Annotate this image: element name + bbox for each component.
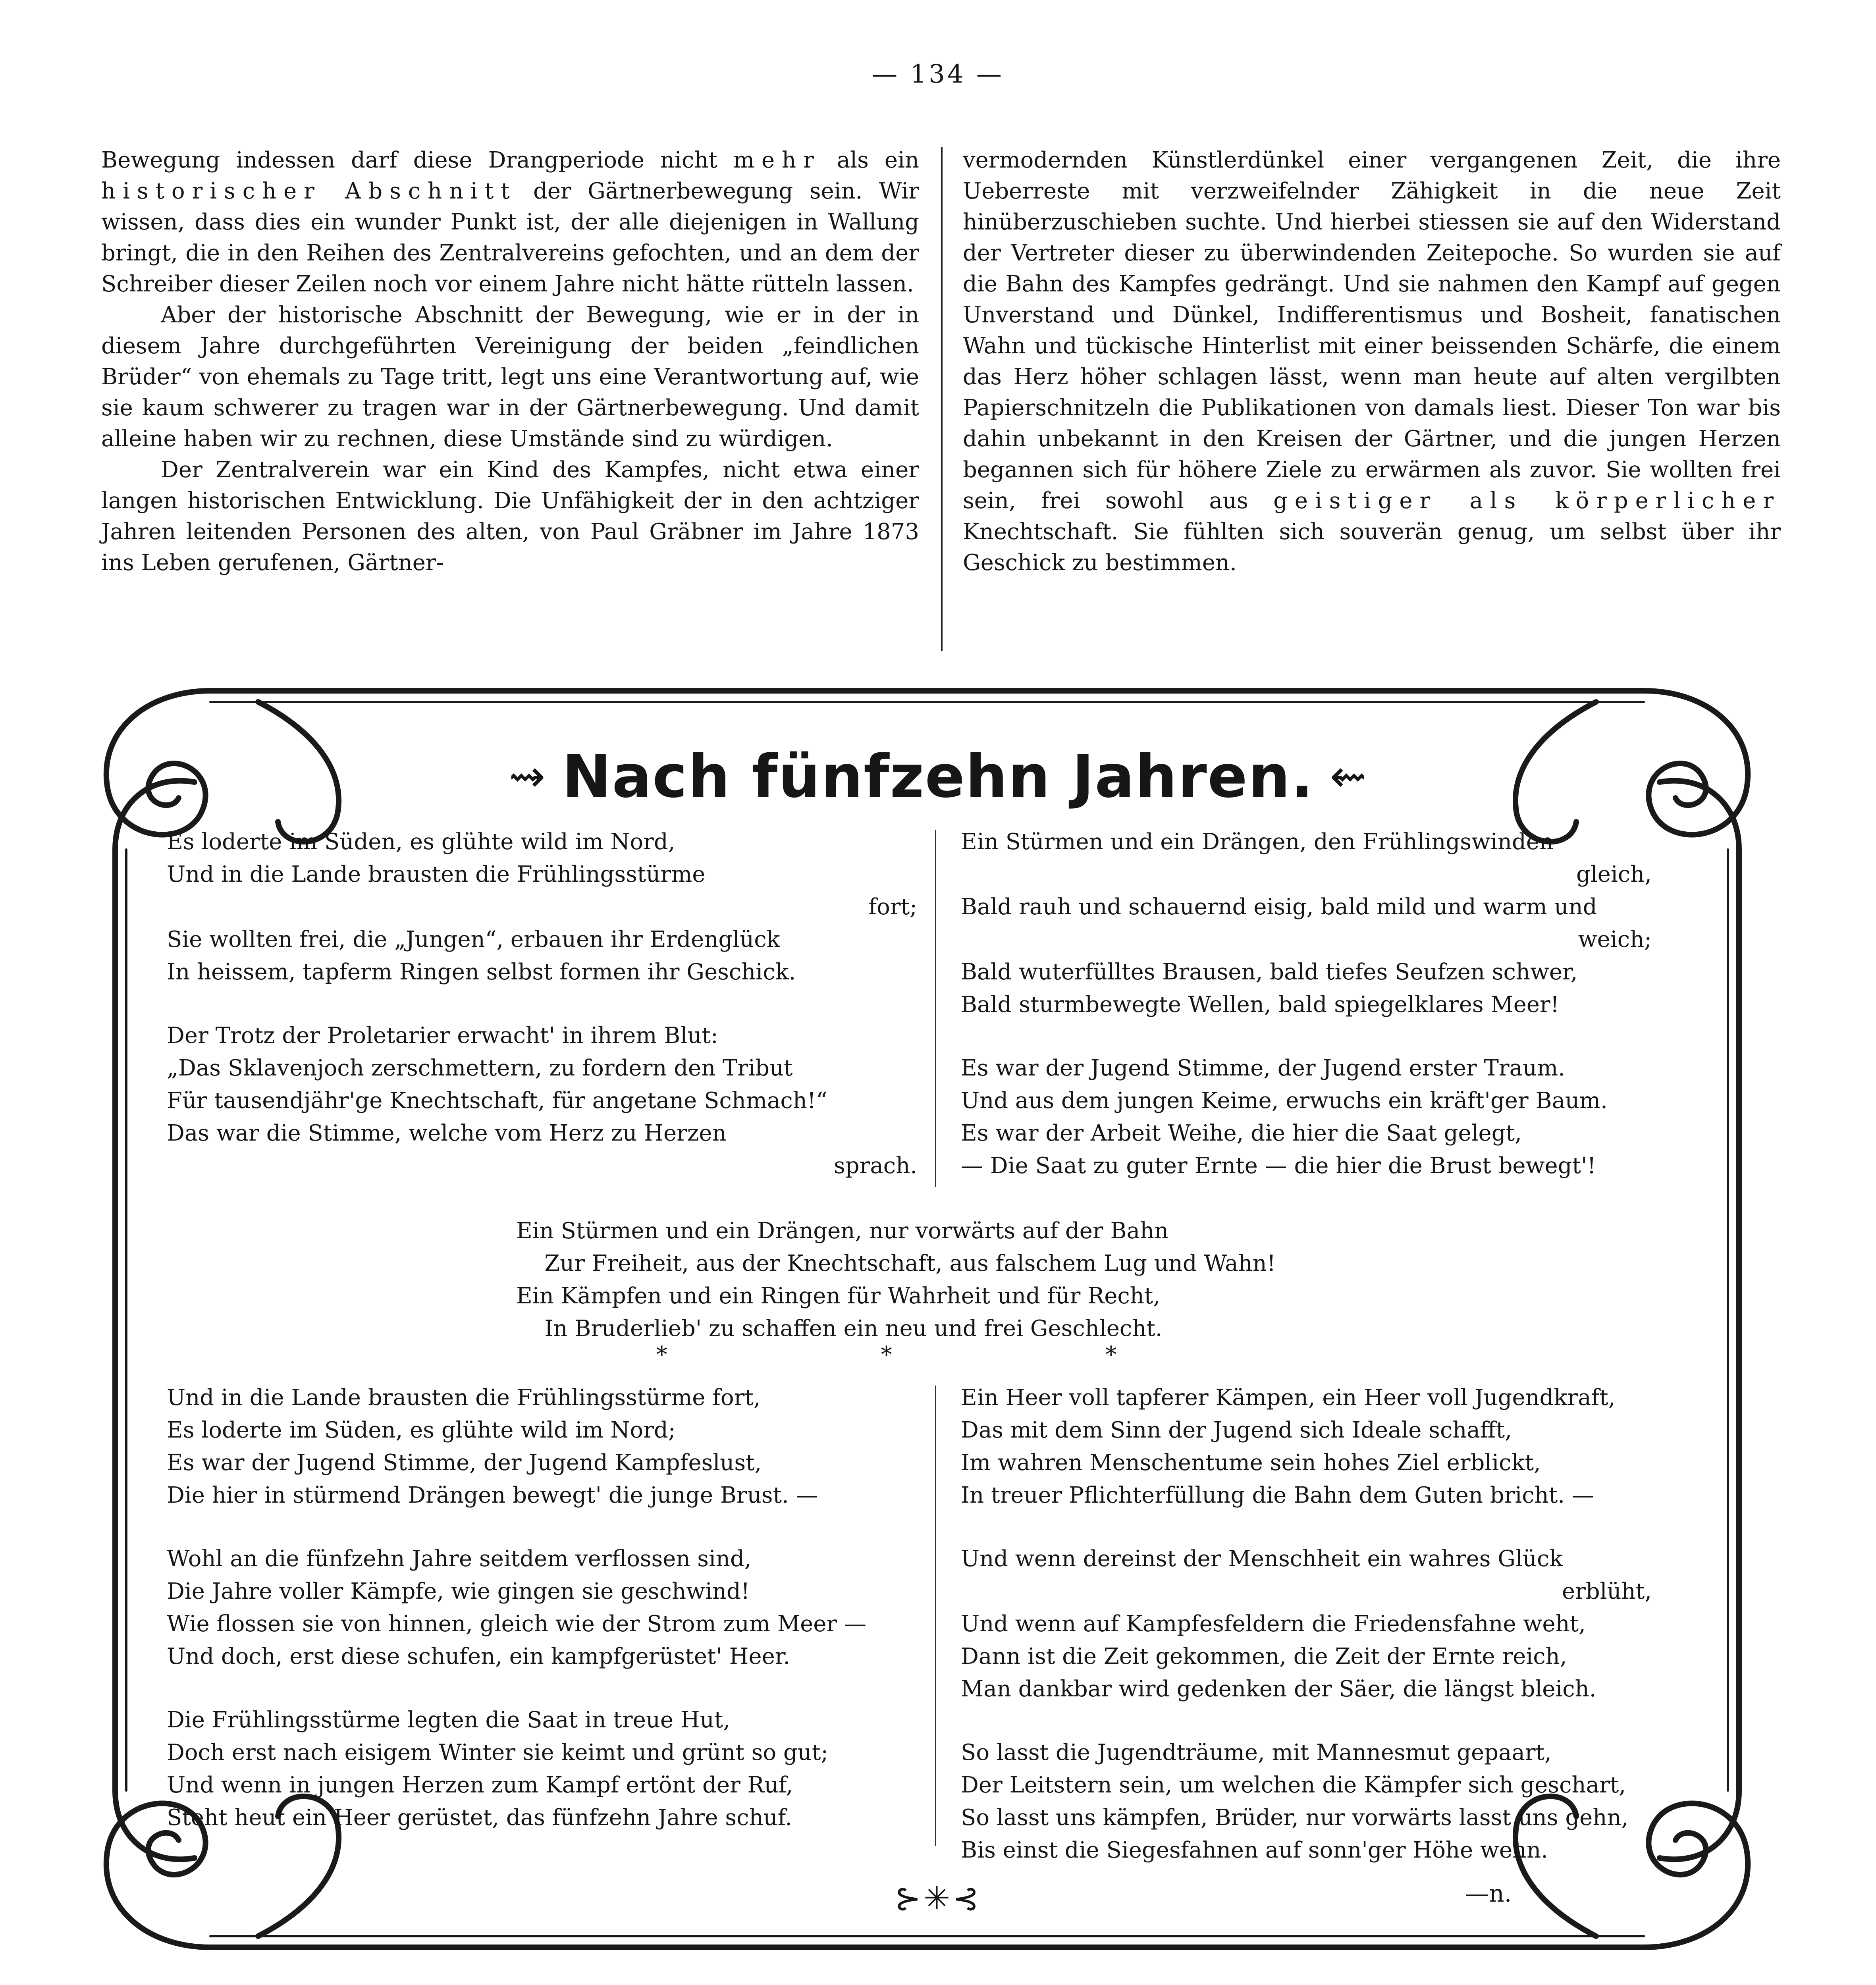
- poem-line: Man dankbar wird gedenken der Säer, die längst bleich.: [961, 1676, 1596, 1702]
- poem-title: [0, 742, 1876, 811]
- poem-line: Doch erst nach eisigem Winter sie keimt und grünt so gut;: [167, 1740, 829, 1765]
- paragraph: Aber der historische Abschnitt der Bewegung, wie er in der in diesem Jahre durchgeführten Vereinigung der beiden „feindlichen Brüder“ von ehemals zu Tage tritt, legt uns eine Verantwortung auf, wie sie kaum schwerer zu tragen war in der Gärtnerbewegung. Und damit alleine haben wir zu rechnen, diese Umstände sind zu würdigen.: [101, 302, 919, 452]
- poem-divider-lower: [935, 1386, 936, 1846]
- poem-line: weich;: [1578, 927, 1652, 952]
- page-number: — 134 —: [872, 60, 1004, 89]
- poem-line: Bald wuterfülltes Brausen, bald tiefes Seufzen schwer,: [961, 959, 1578, 985]
- prose-column-top-left: [101, 145, 919, 578]
- stanza: [961, 1052, 1652, 1182]
- poem-line: — Die Saat zu guter Ernte — die hier die Brust bewegt'!: [961, 1153, 1596, 1179]
- poem-line: So lasst die Jugendträume, mit Mannesmut gepaart,: [961, 1740, 1552, 1765]
- poem-line: erblüht,: [1562, 1578, 1652, 1604]
- poem-end-ornament: ⊱✳⊰: [894, 1880, 982, 1917]
- prose-column-top-right: [963, 145, 1781, 578]
- left-arrow-ornament-icon: ⇝: [509, 751, 546, 802]
- stanza: [167, 826, 917, 989]
- stanza: [167, 1543, 917, 1673]
- poem-line: In heissem, tapferm Ringen selbst formen ihr Geschick.: [167, 959, 796, 985]
- stanza: [961, 1543, 1652, 1706]
- poem-line: Es loderte im Süden, es glühte wild im Nord,: [167, 829, 675, 855]
- poem-line: Steht heut ein Heer gerüstet, das fünfzehn Jahre schuf.: [167, 1805, 792, 1831]
- poem-line: fort;: [868, 894, 917, 920]
- poem-line: Bis einst die Siegesfahnen auf sonn'ger Höhe wehn.: [961, 1837, 1548, 1863]
- stanza-separator: * * *: [656, 1342, 1220, 1368]
- poem-column-left-lower: [167, 1382, 917, 1865]
- poem-line: Das mit dem Sinn der Jugend sich Ideale schafft,: [961, 1417, 1512, 1443]
- poem-divider-upper: [935, 830, 936, 1187]
- poem-line: Es war der Arbeit Weihe, die hier die Saat gelegt,: [961, 1120, 1522, 1146]
- poem-line: Die hier in stürmend Drängen bewegt' die junge Brust. —: [167, 1482, 818, 1508]
- stanza: [167, 1019, 917, 1182]
- poem-column-left-upper: [167, 826, 917, 1213]
- poem-line: Und in die Lande brausten die Frühlingsstürme fort,: [167, 1385, 761, 1411]
- chorus-line: Ein Kämpfen und ein Ringen für Wahrheit und für Recht,: [516, 1283, 1161, 1309]
- right-arrow-ornament-icon: ⇜: [1330, 751, 1367, 802]
- poem-line: Der Leitstern sein, um welchen die Kämpfer sich geschart,: [961, 1772, 1626, 1798]
- poem-chorus: [516, 1215, 1276, 1345]
- poem-line: Ein Stürmen und ein Drängen, den Frühlingswinden: [961, 829, 1554, 855]
- chorus-line: Zur Freiheit, aus der Knechtschaft, aus falschem Lug und Wahn!: [516, 1251, 1276, 1276]
- poem-line: Der Trotz der Proletarier erwacht' in ihrem Blut:: [167, 1023, 718, 1048]
- poem-column-right-upper: [961, 826, 1652, 1213]
- poem-line: gleich,: [1576, 861, 1652, 887]
- poem-line: Die Frühlingsstürme legten die Saat in treue Hut,: [167, 1707, 731, 1733]
- paragraph: Bewegung indessen darf diese Drangperiode nicht mehr als ein historischer Abschnitt der Gärtnerbewegung sein. Wir wissen, dass dies ein wunder Punkt ist, der alle diejenigen in Wallung bringt, die in den Reihen des Zentralvereins gefochten, und an dem der Schreiber dieser Zeilen noch vor einem Jahre nicht hätte rütteln lassen.: [101, 147, 919, 297]
- column-divider-top: [941, 147, 943, 651]
- poem-line: Dann ist die Zeit gekommen, die Zeit der Ernte reich,: [961, 1644, 1567, 1669]
- poem-line: Es loderte im Süden, es glühte wild im Nord;: [167, 1417, 676, 1443]
- poem-line: In treuer Pflichterfüllung die Bahn dem Guten bricht. —: [961, 1482, 1594, 1508]
- poem-line: Das war die Stimme, welche vom Herz zu Herzen: [167, 1120, 727, 1146]
- poem-line: sprach.: [834, 1153, 917, 1179]
- poem-signature: —n.: [1465, 1880, 1512, 1908]
- poem-line: Ein Heer voll tapferer Kämpen, ein Heer voll Jugendkraft,: [961, 1385, 1616, 1411]
- paragraph: Der Zentralverein war ein Kind des Kampfes, nicht etwa einer langen historischen Entwicklung. Die Unfähigkeit der in den achtziger Jahren leitenden Personen des alten, von Paul Gräbner im Jahre 1873 ins Leben gerufenen, Gärtner-: [101, 457, 919, 576]
- poem-line: Und aus dem jungen Keime, erwuchs ein kräft'ger Baum.: [961, 1088, 1608, 1114]
- stanza: [167, 1382, 917, 1512]
- poem-line: Und wenn auf Kampfesfeldern die Friedensfahne weht,: [961, 1611, 1586, 1637]
- paragraph: vermodernden Künstlerdünkel einer vergangenen Zeit, die ihre Ueberreste mit verzweifelnder Zähigkeit in die neue Zeit hinüberzuschieben suchte. Und hierbei stiessen sie auf den Widerstand der Vertreter dieser zu überwindenden Zeitepoche. So wurden sie auf die Bahn des Kampfes gedrängt. Und sie nahmen den Kampf auf gegen Unverstand und Dünkel, Indifferentismus und Bosheit, fanatischen Wahn und tückische Hinterlist mit einer beissenden Schärfe, die einem das Herz höher schlagen lässt, wenn man heute auf alten vergilbten Papierschnitzeln die Publikationen von damals liest. Dieser Ton war bis dahin unbekannt in den Kreisen der Gärtner, und die jungen Herzen begannen sich für höhere Ziele zu erwärmen als zuvor. Sie wollten frei sein, frei sowohl aus geistiger als körperlicher Knechtschaft. Sie fühlten sich souverän genug, um selbst über ihr Geschick zu bestimmen.: [963, 147, 1781, 576]
- chorus-line: In Bruderlieb' zu schaffen ein neu und frei Geschlecht.: [516, 1316, 1163, 1341]
- poem-line: Und in die Lande brausten die Frühlingsstürme: [167, 861, 706, 887]
- poem-line: Und doch, erst diese schufen, ein kampfgerüstet' Heer.: [167, 1644, 791, 1669]
- poem-line: Für tausendjähr'ge Knechtschaft, für angetane Schmach!“: [167, 1088, 827, 1114]
- poem-line: Wohl an die fünfzehn Jahre seitdem verflossen sind,: [167, 1546, 752, 1572]
- poem-line: Bald rauh und schauernd eisig, bald mild und warm und: [961, 894, 1597, 920]
- poem-line: „Das Sklavenjoch zerschmettern, zu fordern den Tribut: [167, 1055, 793, 1081]
- stanza: [961, 1382, 1652, 1512]
- poem-line: Es war der Jugend Stimme, der Jugend Kampfeslust,: [167, 1450, 762, 1476]
- poem-line: Die Jahre voller Kämpfe, wie gingen sie geschwind!: [167, 1578, 750, 1604]
- poem-line: Wie flossen sie von hinnen, gleich wie der Strom zum Meer —: [167, 1611, 867, 1637]
- stanza: [961, 826, 1652, 1021]
- stanza: [961, 1736, 1652, 1867]
- poem-line: Bald sturmbewegte Wellen, bald spiegelklares Meer!: [961, 992, 1560, 1018]
- poem-title-text: Nach fünfzehn Jahren.: [562, 742, 1314, 811]
- poem-line: So lasst uns kämpfen, Brüder, nur vorwärts lasst uns gehn,: [961, 1805, 1629, 1831]
- stanza: [167, 1704, 917, 1834]
- poem-line: Sie wollten frei, die „Jungen“, erbauen ihr Erdenglück: [167, 927, 780, 952]
- poem-line: Es war der Jugend Stimme, der Jugend erster Traum.: [961, 1055, 1565, 1081]
- poem-line: Im wahren Menschentume sein hohes Ziel erblickt,: [961, 1450, 1541, 1476]
- poem-line: Und wenn dereinst der Menschheit ein wahres Glück: [961, 1546, 1563, 1572]
- poem-line: Und wenn in jungen Herzen zum Kampf ertönt der Ruf,: [167, 1772, 793, 1798]
- chorus-line: Ein Stürmen und ein Drängen, nur vorwärts auf der Bahn: [516, 1218, 1169, 1244]
- poem-column-right-lower: [961, 1382, 1652, 1898]
